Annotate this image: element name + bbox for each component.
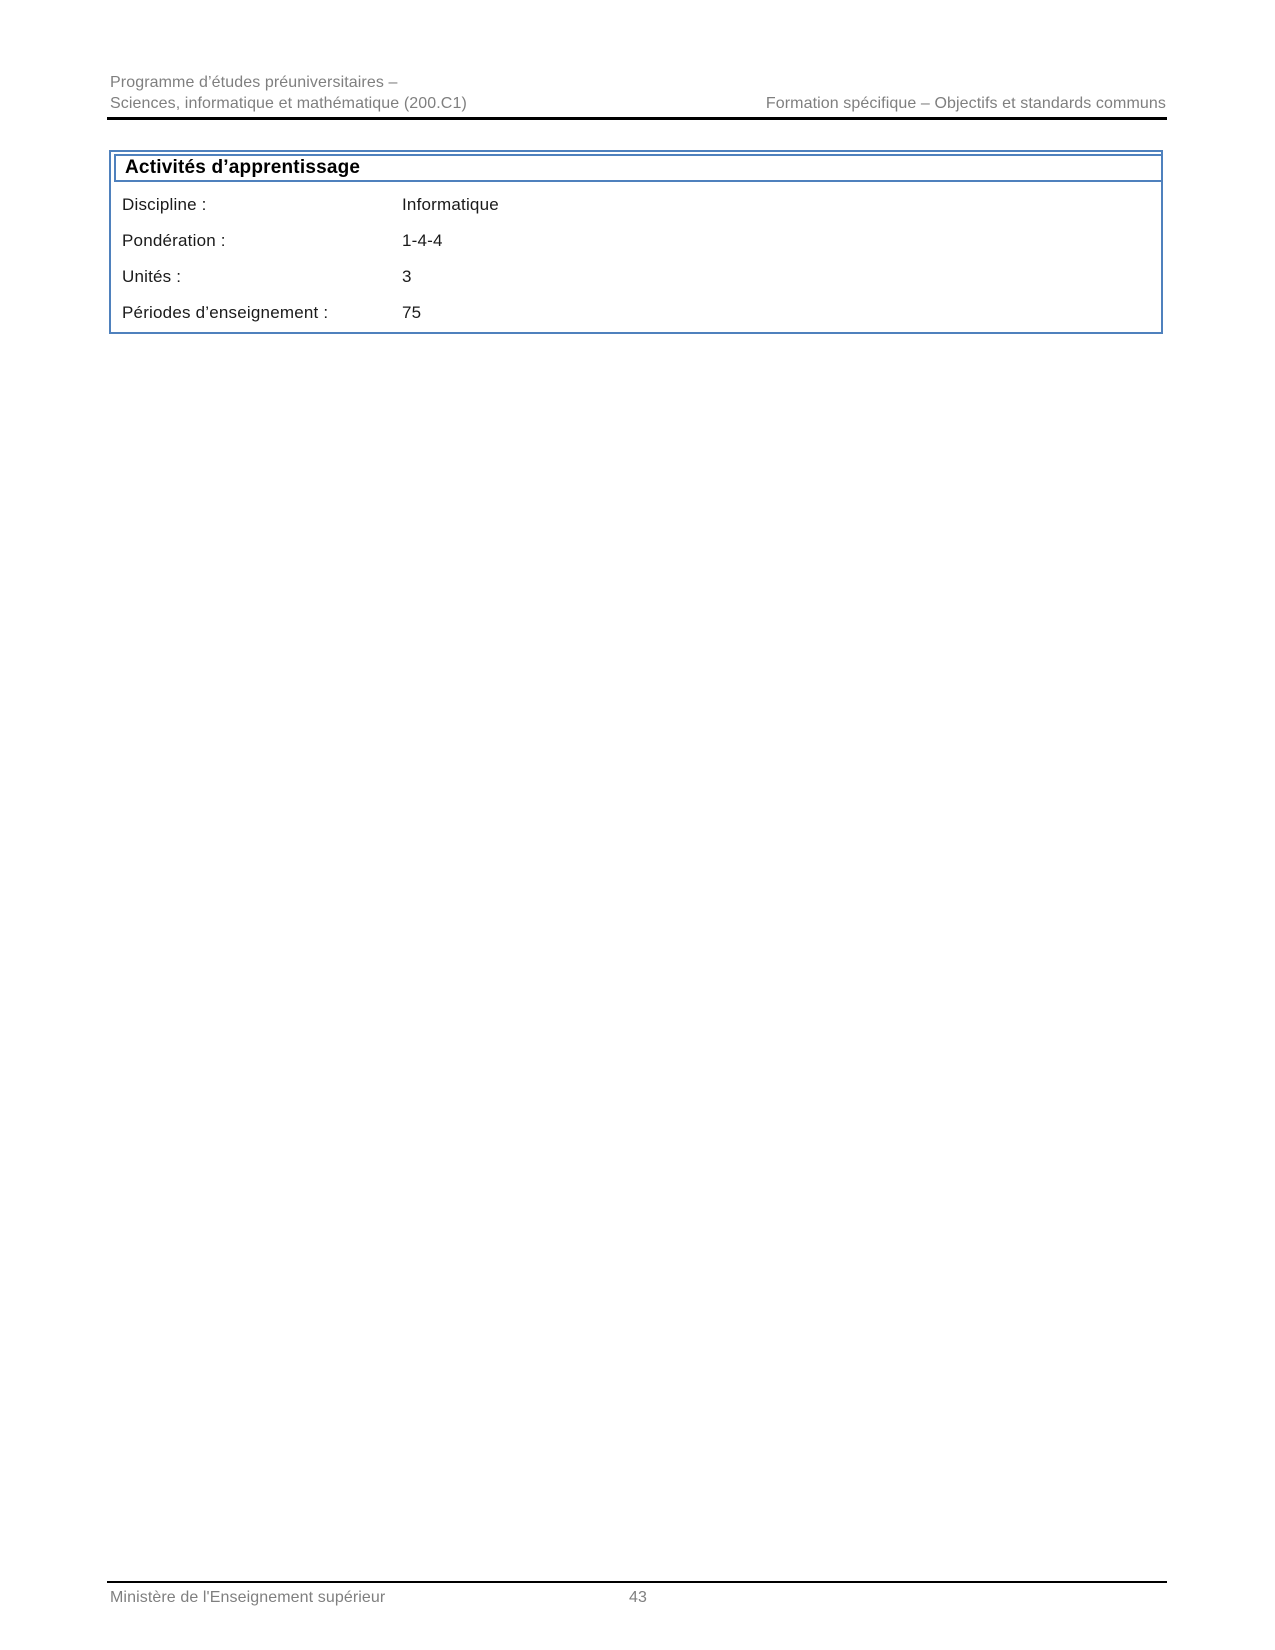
row-ponderation-value: 1-4-4: [402, 231, 443, 250]
activities-box-title: Activités d’apprentissage: [114, 154, 1161, 182]
header-program-line1: Programme d’études préuniversitaires –: [110, 74, 398, 91]
footer-page-number: 43: [629, 1589, 647, 1606]
footer-rule: [107, 1581, 1167, 1583]
row-ponderation: [111, 223, 1161, 259]
page-header: [110, 72, 1166, 114]
header-section-title: Formation spécifique – Objectifs et standards communs: [765, 95, 1166, 112]
page-footer: [110, 1588, 1166, 1607]
header-program-line2: Sciences, informatique et mathématique (200.C1): [110, 95, 467, 112]
row-unites-value: 3: [402, 267, 412, 286]
row-discipline: [111, 187, 1161, 223]
row-discipline-value: Informatique: [402, 195, 499, 214]
row-discipline-label: Discipline :: [122, 195, 207, 214]
header-rule: [107, 117, 1167, 120]
row-periodes-value: 75: [402, 303, 422, 322]
activities-box: [109, 150, 1163, 334]
row-periodes: [111, 295, 1161, 331]
row-unites-label: Unités :: [122, 267, 182, 286]
row-unites: [111, 259, 1161, 295]
activities-box-body: [111, 182, 1161, 332]
row-periodes-label: Périodes d’enseignement :: [122, 303, 329, 322]
footer-ministry: Ministère de l'Enseignement supérieur: [110, 1589, 386, 1606]
header-program-block: [110, 72, 467, 114]
row-ponderation-label: Pondération :: [122, 231, 226, 250]
